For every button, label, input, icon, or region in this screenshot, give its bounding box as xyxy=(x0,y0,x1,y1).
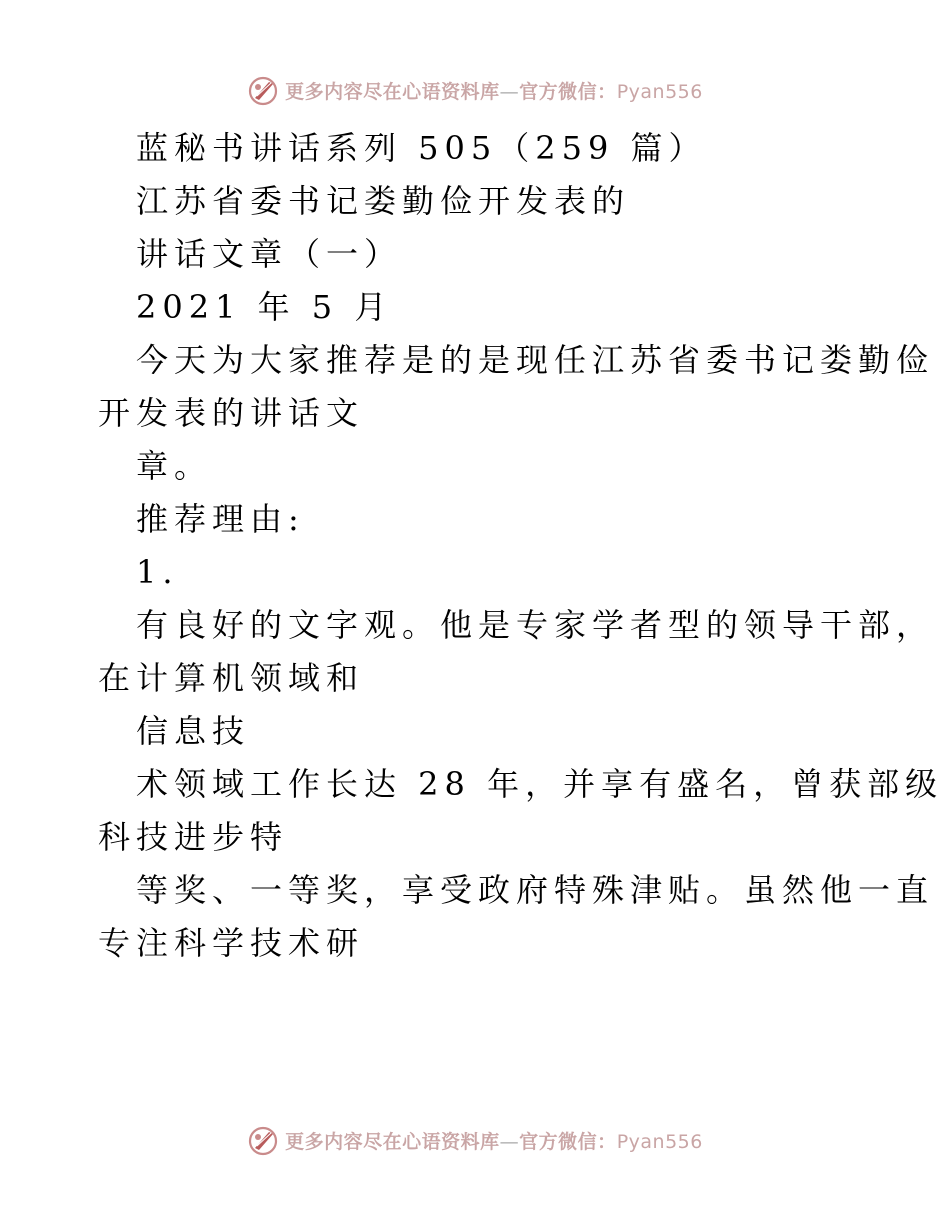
doc-line: 蓝秘书讲话系列 505（259 篇） xyxy=(136,129,707,167)
header-watermark-banner xyxy=(0,70,950,110)
doc-line: 1. xyxy=(136,553,179,591)
doc-line: 等奖、一等奖，享受政府特殊津贴。虽然他一直 xyxy=(136,871,935,909)
doc-line: 在计算机领域和 xyxy=(98,659,365,697)
banner-content xyxy=(247,1124,703,1156)
doc-line: 专注科学技术研 xyxy=(98,924,365,962)
banner-main-text: 更多内容尽在心语资料库 xyxy=(285,1130,500,1153)
banner-sub-text: 官方微信： xyxy=(519,1130,617,1153)
doc-line: 开发表的讲话文 xyxy=(98,394,365,432)
banner-main-text: 更多内容尽在心语资料库 xyxy=(285,80,500,103)
doc-line: 今天为大家推荐是的是现任江苏省委书记娄勤俭 xyxy=(136,341,935,379)
banner-text xyxy=(285,1127,703,1154)
quill-seal-icon xyxy=(247,1124,279,1156)
banner-sub-text: 官方微信： xyxy=(519,80,617,103)
footer-watermark-banner xyxy=(0,1120,950,1160)
banner-dash: — xyxy=(499,1130,520,1153)
doc-line: 术领域工作长达 28 年，并享有盛名，曾获部级 xyxy=(136,765,944,803)
doc-line: 信息技 xyxy=(136,712,251,750)
doc-line: 科技进步特 xyxy=(98,818,289,856)
doc-line: 有良好的文字观。他是专家学者型的领导干部， xyxy=(136,606,935,644)
banner-text xyxy=(285,77,703,104)
doc-line: 章。 xyxy=(136,447,213,485)
banner-handle: Pyan556 xyxy=(616,80,703,103)
banner-dash: — xyxy=(499,80,520,103)
banner-handle: Pyan556 xyxy=(616,1130,703,1153)
doc-line: 讲话文章（一） xyxy=(136,235,403,273)
banner-content xyxy=(247,74,703,106)
document-body xyxy=(98,122,944,970)
doc-line: 2021 年 5 月 xyxy=(136,288,393,326)
doc-line: 江苏省委书记娄勤俭开发表的 xyxy=(136,182,631,220)
quill-seal-icon xyxy=(247,74,279,106)
doc-line: 推荐理由: xyxy=(136,500,305,538)
